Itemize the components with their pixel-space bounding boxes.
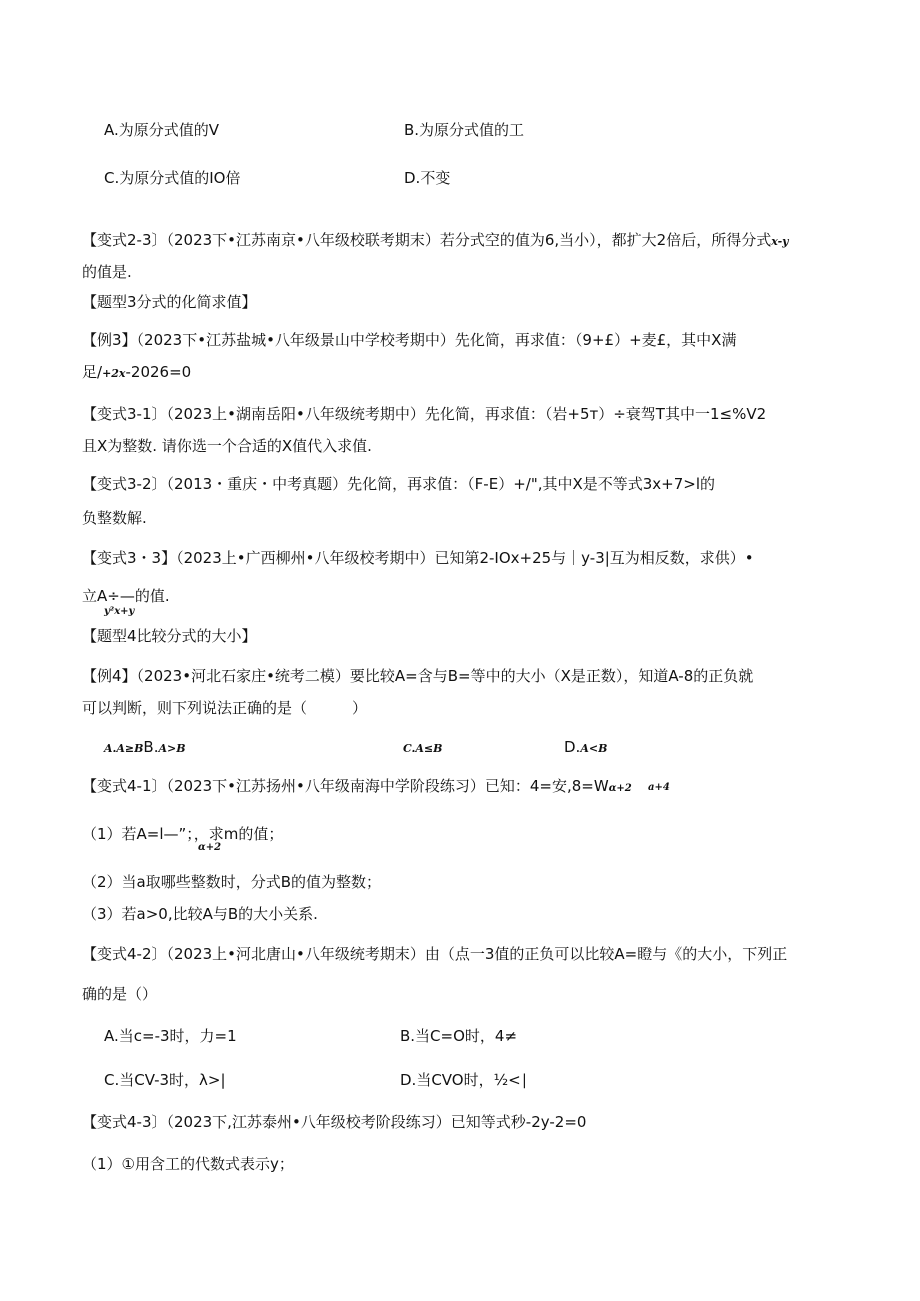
variant-4-1-text: 【变式4-1〕（2023下•江苏扬州•八年级南海中学阶段练习）已知：4=安,8=W [82, 777, 609, 795]
example-3-line2-small: +2x [102, 367, 126, 380]
example-4-option-c [403, 737, 442, 759]
example-4-option-a: A.A≥B [104, 742, 144, 755]
example-4-option-d-text: A<B [580, 742, 608, 755]
example-3-line1: 【例3】（2023下•江苏盐城•八年级景山中学校考期中）先化简，再求值：（9+£）+麦£，其中X满 [82, 331, 737, 349]
variant-3-3-subscript: y²x+y [104, 606, 135, 617]
example-4-line2: 可以判断，则下列说法正确的是（ ） [82, 699, 368, 717]
variant-4-3-line1: 【变式4-3〕（2023下,江苏泰州•八年级校考阶段练习）已知等式秒-2y-2=0 [82, 1113, 587, 1131]
variant-4-1-q2: （2）当a取哪些整数时，分式B的值为整数； [82, 873, 382, 891]
example-3-line2 [82, 362, 191, 384]
example-4-option-d [564, 737, 607, 759]
variant-4-1-q1-sub: α+2 [198, 842, 222, 853]
option-d: D.不变 [404, 169, 451, 187]
example-4-option-ab [104, 737, 186, 759]
variant-4-2-line1: 【变式4-2〕（2023上•河北唐山•八年级统考期末）由（点一3值的正负可以比较A=瞪与《的大小，下列正 [82, 945, 788, 963]
variant-2-3-line2: 的值是. [82, 263, 132, 281]
variant-4-2-option-d: D.当CVO时，½<∣ [400, 1071, 529, 1089]
option-a: A.为原分式值的V [104, 121, 220, 139]
example-3-line2-post: -2026=0 [125, 363, 192, 381]
example-4-option-b: A>B [158, 742, 186, 755]
variant-2-3-fraction: x-y [771, 235, 789, 248]
variant-4-2-option-b: B.当C=O时，4≠ [400, 1027, 518, 1045]
option-c: C.为原分式值的IO倍 [104, 169, 241, 187]
variant-4-1-sub2: a+4 [648, 782, 670, 793]
section-heading-type4: 【题型4比较分式的大小】 [82, 627, 257, 645]
example-4-option-b-letter: B. [143, 738, 159, 756]
section-heading-type3: 【题型3分式的化简求值】 [82, 293, 257, 311]
variant-4-3-q1: （1）①用含工的代数式表示y； [82, 1155, 294, 1173]
variant-3-3-line2: 立A÷—的值. [82, 587, 170, 605]
example-4-line1: 【例4】（2023•河北石家庄•统考二模）要比较A=含与B=等中的大小（X是正数），知道A-8的正负就 [82, 667, 754, 685]
option-b: B.为原分式值的工 [404, 121, 525, 139]
variant-4-1-sub1: α+2 [608, 783, 632, 794]
variant-4-2-option-a: A.当c=-3时，力=1 [104, 1027, 237, 1045]
variant-4-1-q1: （1）若A=l—”；，求m的值； [82, 825, 284, 843]
example-4-option-c-text: C.A≤B [403, 742, 443, 755]
variant-4-2-option-c: C.当CV-3时，λ>| [104, 1071, 226, 1089]
example-4-option-d-letter: D. [564, 738, 581, 756]
variant-2-3-line1 [82, 230, 789, 252]
variant-2-3-text: 【变式2-3〕（2023下•江苏南京•八年级校联考期末）若分式空的值为6,当小），都扩大2倍后，所得分式 [82, 231, 772, 249]
variant-3-2-line2: 负整数解. [82, 509, 147, 527]
variant-3-1-line1: 【变式3-1〕（2023上•湖南岳阳•八年级统考期中）先化简，再求值：（岩+5т）÷衰驾T其中一1≤%V2 [82, 405, 767, 423]
variant-3-2-line1: 【变式3-2〕（2013・重庆・中考真题）先化简，再求值：（F-E）+/",其中X是不等式3x+7>l的 [82, 475, 716, 493]
variant-3-3-line1: 【变式3・3】（2023上•广西柳州•八年级校考期中）已知第2-IOx+25与｜y-3|互为相反数，求供）• [82, 549, 754, 567]
example-3-line2-pre: 足/ [82, 363, 103, 381]
variant-3-1-line2: 且X为整数. 请你选一个合适的X值代入求值. [82, 437, 372, 455]
variant-4-1-q3: （3）若a>0,比较A与B的大小关系. [82, 905, 318, 923]
variant-4-2-line2: 确的是（） [82, 985, 158, 1003]
variant-4-1-line1 [82, 776, 632, 799]
